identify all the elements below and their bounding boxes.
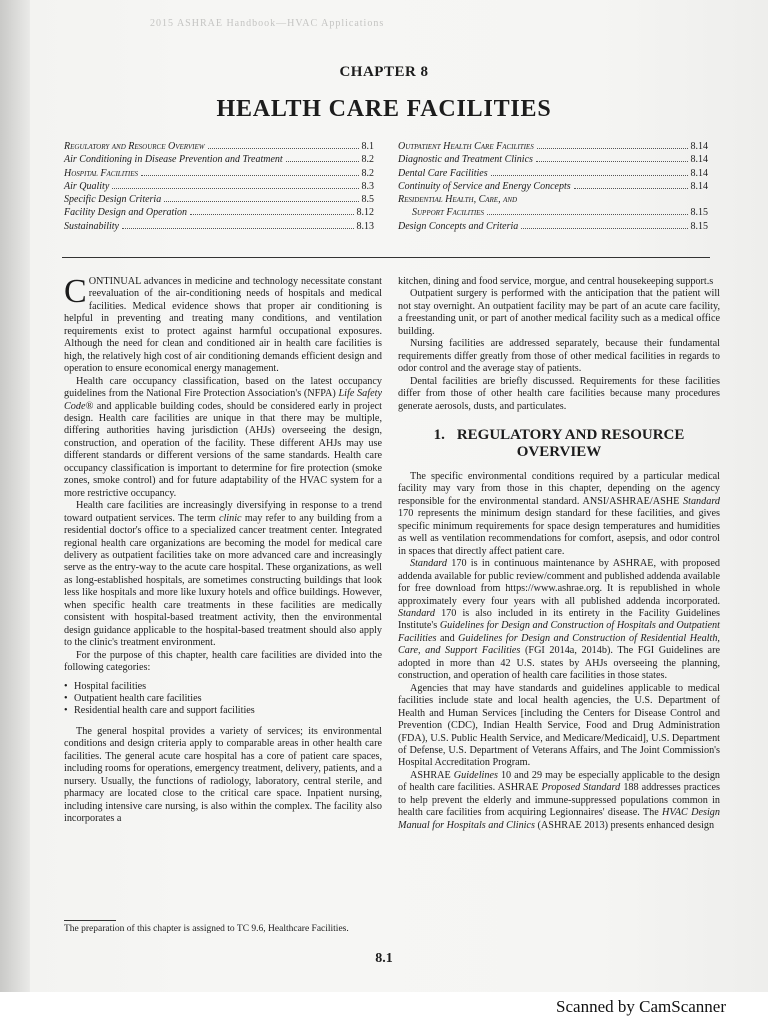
- list-item: • Outpatient health care facilities: [64, 693, 382, 705]
- chapter-label: CHAPTER 8: [339, 64, 429, 80]
- toc-entry-page: 8.14: [690, 180, 708, 192]
- toc-leader-dots: [491, 175, 688, 176]
- toc-entry: [398, 193, 708, 206]
- toc-entry-title: Sustainability: [64, 220, 119, 232]
- paragraph-maintenance: Standard 170 is in continuous maintenance by ASHRAE, with proposed addenda available for public review/comment and published addenda available for free download from https://www.ashrae.org. It is republished in whole approximately every four years with all published addenda incorporated. Standard 170 is also included in its entirety in the Facility Guidelines Institute's Guidelines for Design and Construction of Hospitals and Outpatient Facilities and Guidelines for Design and Construction of Residential Health, Care, and Support Facilities (FGI 2014a, 2014b). The FGI Guidelines are adopted in more than 42 U.S. states by AHJs overseeing the planning, construction, and operation of health care facilities in those states.: [398, 558, 720, 682]
- toc-entry-page: 8.15: [690, 207, 708, 219]
- body-left-column: [64, 273, 382, 825]
- toc-leader-dots: [521, 228, 687, 229]
- toc-entry-page: 8.14: [690, 141, 708, 152]
- list-item: • Residential health care and support facilities: [64, 705, 382, 717]
- toc-entry: [398, 167, 708, 180]
- toc-leader-dots: [208, 148, 359, 149]
- toc-entry-page: 8.15: [690, 220, 708, 232]
- toc-leader-dots: [122, 228, 354, 229]
- page-number: 8.1: [375, 951, 393, 966]
- toc-entry-page: 8.3: [361, 180, 374, 192]
- paragraph-nursing: Nursing facilities are addressed separately, because their fundamental requirements differ greatly from those of other medical facilities in regards to odor control and the average stay of patients.: [398, 338, 720, 375]
- toc-entry: [398, 153, 708, 166]
- toc-entry: [398, 206, 708, 219]
- scanner-watermark: Scanned by CamScanner: [556, 997, 726, 1016]
- paragraph-categories: For the purpose of this chapter, health care facilities are divided into the following categories:: [64, 649, 382, 674]
- list-item: • Hospital facilities: [64, 681, 382, 693]
- toc-entry-title: Air Conditioning in Disease Prevention and Treatment: [64, 154, 283, 166]
- toc-entry: [64, 167, 374, 180]
- section-heading: 1. REGULATORY AND RESOURCE OVERVIEW: [433, 426, 685, 460]
- toc-entry-title: Hospital Facilities: [64, 167, 139, 179]
- toc-entry-page: 8.13: [356, 220, 374, 232]
- toc-entry: [398, 180, 708, 193]
- category-list: [64, 681, 382, 718]
- paragraph-outpatient-surgery: Outpatient surgery is performed with the anticipation that the patient will not stay overnight. An outpatient facility may be part of an acute care facility, a freestanding unit, or part of another medical facility such as a medical office building.: [398, 288, 720, 337]
- paragraph-dental: Dental facilities are briefly discussed. Requirements for these facilities differ from those of other health care facilities because many procedures generate aerosols, dusts, and particulates.: [398, 375, 720, 412]
- toc-entry-title: Regulatory and Resource Overview: [64, 141, 205, 152]
- toc-entry-title: Design Concepts and Criteria: [398, 220, 519, 232]
- toc-right-column: [398, 140, 708, 233]
- toc-entry-title: Air Quality: [64, 180, 110, 192]
- toc-entry-title: Continuity of Service and Energy Concepts: [398, 180, 571, 192]
- toc-entry-page: 8.14: [690, 154, 708, 166]
- paragraph-occupancy: Health care occupancy classification, based on the latest occupancy guidelines from the National Fire Protection Association's (NFPA) Life Safety Code® and applicable building codes, should be considered early in project design. Health care facilities are unique in that there may be multiple, differing authorities having jurisdiction (AHJs) overseeing the design, construction, and operation of the facility. These different AHJs may use different standards or different versions of the same standards. Health care occupancy classification is important to determine for fire protection (smoke zones, smoke control) and for future adaptability of the HVAC system for a more restrictive occupancy.: [64, 375, 382, 499]
- toc-entry-page: 8.1: [361, 141, 374, 152]
- paragraph-general-hospital: The general hospital provides a variety of services; its environmental conditions and design criteria apply to comparable areas in other health care facilities. The general acute care hospital has a core of patient care spaces, including rooms for operations, emergency treatment, delivery, patients, and a nursery. Usually, the functions of radiology, laboratory, central sterile, and pharmacy are located close to the critical care space. Inpatient nursing, including intensive care nursing, is also within the complex. The facility also incorporates a: [64, 725, 382, 825]
- toc-entry: [64, 180, 374, 193]
- toc-entry-title: Support Facilities: [412, 207, 484, 219]
- toc-entry-page: 8.2: [361, 154, 374, 166]
- toc-entry: [64, 140, 374, 153]
- toc-leader-dots: [141, 175, 358, 176]
- toc-entry: [64, 220, 374, 233]
- toc-leader-dots: [190, 214, 353, 215]
- toc-left-column: [64, 140, 374, 233]
- toc-entry: [398, 140, 708, 153]
- toc-leader-dots: [536, 161, 688, 162]
- toc-entry: [64, 193, 374, 206]
- paragraph-agencies: Agencies that may have standards and guidelines applicable to medical facilities include state and local health agencies, the U.S. Department of Health and Human Services [including the Centers for Disease Control and Prevention (CDC), Indian Health Service, Food and Drug Administration (FDA), U.S. Public Health Service, and Medicare/Medicaid], U.S. Department of Defense, U.S. Department of Veterans Affairs, and The Joint Commission's Hospital Accreditation Program.: [398, 682, 720, 769]
- drop-cap: C: [64, 273, 87, 310]
- toc-leader-dots: [164, 201, 358, 202]
- toc-entry: [398, 220, 708, 233]
- toc-entry-page: 8.14: [690, 167, 708, 179]
- toc-entry-title: Diagnostic and Treatment Clinics: [398, 154, 533, 166]
- toc-leader-dots: [574, 188, 688, 189]
- toc-entry-title: Facility Design and Operation: [64, 207, 188, 219]
- paragraph-outpatient-trend: Health care facilities are increasingly diversifying in response to a trend toward outpatient services. The term clinic may refer to any building from a residential doctor's office to a specialized cancer treatment center. Integrated regional health care organizations are becoming the model for medical care delivery as outpatient facilities take on more advanced care and increasingly serve as the entry-way to the acute care hospital. These organizations, as well as long-established hospitals, are sometimes constructing buildings that look less like hospitals and more like luxury hotels and office buildings. However, when specific health care treatments in these facilities are medically consistent with hospital-based treatment activity, then the environmental design guidance applicable to the hospital-based treatment should also apply to the clinic's treatment environment.: [64, 500, 382, 649]
- paragraph-standard-170: The specific environmental conditions required by a particular medical facility may vary from those in this chapter, depending on the agency responsible for the environmental standard. ANSI/ASHRAE/ASHE Standard 170 represents the minimum design standard for these facilities, and gives specific minimum requirements for space design temperatures and humidities as well as ventilation recommendations for comfort, asepsis, and odor control in spaces that directly affect patient care.: [398, 470, 720, 557]
- toc-leader-dots: [537, 148, 688, 149]
- toc-entry: [64, 153, 374, 166]
- footnote-rule: [64, 920, 116, 921]
- toc-entry-title: Outpatient Health Care Facilities: [398, 141, 534, 152]
- header-rule: [62, 257, 710, 258]
- toc-leader-dots: [112, 188, 358, 189]
- toc-entry-title: Specific Design Criteria: [64, 194, 162, 206]
- toc-entry-title: Residential Health, Care, and: [398, 194, 518, 206]
- toc-leader-dots: [286, 161, 359, 162]
- toc-entry-page: 8.2: [361, 167, 374, 179]
- toc-entry-page: 8.5: [361, 194, 374, 206]
- footnote: The preparation of this chapter is assigned to TC 9.6, Healthcare Facilities.: [64, 924, 349, 934]
- chapter-title: HEALTH CARE FACILITIES: [216, 96, 552, 122]
- toc-entry: [64, 206, 374, 219]
- paragraph-guidelines: ASHRAE Guidelines 10 and 29 may be especially applicable to the design of health care facilities. ASHRAE Proposed Standard 188 addresses practices to help prevent the elderly and immune-suppressed populations common in health care facilities from acquiring Legionnaires' disease. The HVAC Design Manual for Hospitals and Clinics (ASHRAE 2013) presents enhanced design: [398, 769, 721, 831]
- page-edge-shadow: [0, 0, 30, 1000]
- intro-paragraph: CONTINUAL advances in medicine and technology necessitate constant reevaluation of the air-conditioning needs of hospitals and medical facilities. Medical evidence shows that proper air conditioning is helpful in preventing and treating many conditions, and ventilation requirements exist to protect against harmful occupational exposures. Although the need for clean and conditioned air in health care facilities is high, the relatively high cost of air conditioning demands efficient design and operation to ensure economical energy management.: [64, 273, 382, 375]
- toc-leader-dots: [487, 214, 688, 215]
- body-right-column: [398, 276, 720, 832]
- toc-entry-title: Dental Care Facilities: [398, 167, 488, 179]
- toc-entry-page: 8.12: [356, 207, 374, 219]
- paragraph-continued: kitchen, dining and food service, morgue, and central housekeeping support.s: [398, 276, 714, 287]
- bleed-through-header: 2015 ASHRAE Handbook—HVAC Applications: [150, 18, 385, 29]
